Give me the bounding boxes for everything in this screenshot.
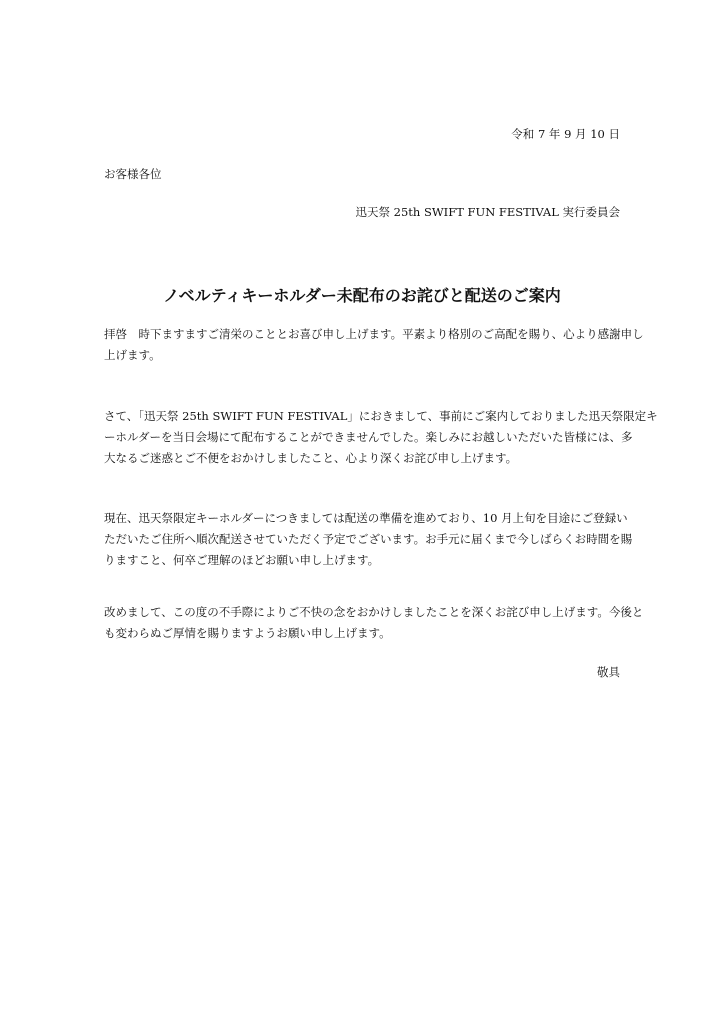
paragraph-line: 改めまして、この度の不手際によりご不快の念をおかけしましたことを深くお詫び申し上げます。今後と — [104, 605, 644, 619]
paragraph-line: も変わらぬご厚情を賜りますようお願い申し上げます。 — [104, 626, 391, 640]
paragraph-apology — [104, 406, 658, 469]
letter-sender: 迅天祭 25th SWIFT FUN FESTIVAL 実行委員会 — [355, 205, 620, 219]
paragraph-line: ーホルダーを当日会場にて配布することができませんでした。楽しみにお越しいただいた皆様には、多 — [104, 430, 633, 444]
paragraph-line: さて、「迅天祭 25th SWIFT FUN FESTIVAL」におきまして、事前にご案内しておりました迅天祭限定キ — [104, 409, 658, 423]
paragraph-line: りますこと、何卒ご理解のほどお願い申し上げます。 — [104, 553, 380, 567]
paragraph-line: ただいたご住所へ順次配送させていただく予定でございます。お手元に届くまで今しばらくお時間を賜 — [104, 532, 633, 546]
letter-title: ノベルティキーホルダー未配布のお詫びと配送のご案内 — [163, 286, 561, 305]
paragraph-line: 上げます。 — [104, 348, 161, 362]
paragraph-shipping — [104, 508, 633, 571]
paragraph-line: 拝啓 時下ますますご清栄のこととお喜び申し上げます。平素より格別のご高配を賜り、心より感謝申し — [104, 327, 644, 341]
paragraph-greeting — [104, 324, 644, 366]
letter-closing: 敬具 — [597, 665, 620, 679]
paragraph-closing-remarks — [104, 602, 644, 644]
letter-date: 令和 7 年 9 月 10 日 — [511, 127, 620, 141]
paragraph-line: 現在、迅天祭限定キーホルダーにつきましては配送の準備を進めており、10 月上旬を目途にご登録い — [104, 511, 628, 525]
paragraph-line: 大なるご迷惑とご不便をおかけしましたこと、心より深くお詫び申し上げます。 — [104, 451, 518, 465]
letter-addressee: お客様各位 — [104, 167, 162, 181]
